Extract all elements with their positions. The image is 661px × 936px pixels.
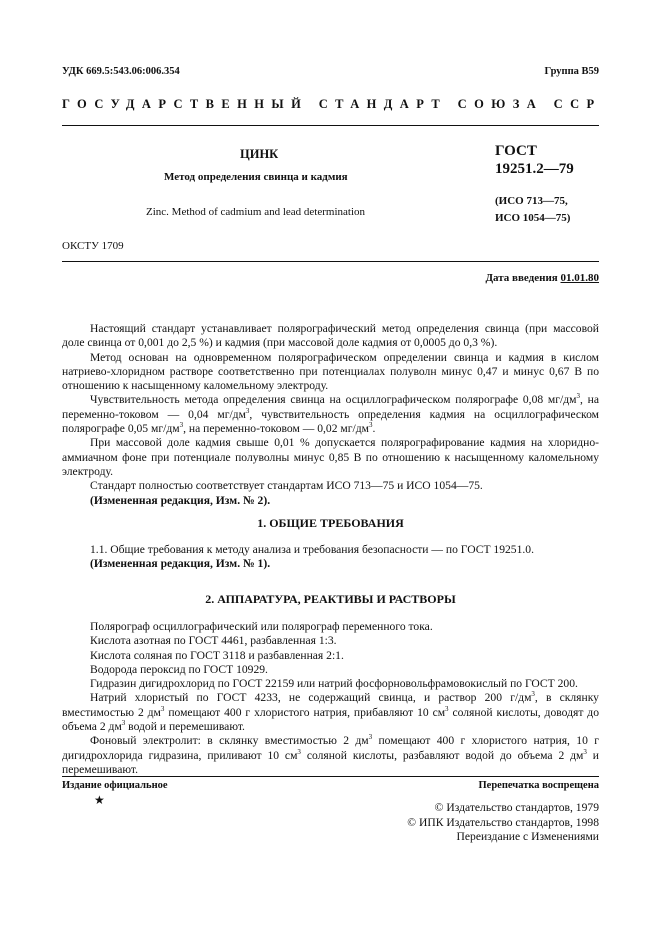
group-code: Группа В59 bbox=[544, 66, 599, 77]
star-icon: ★ bbox=[94, 793, 105, 807]
copyright-line-2: © ИПК Издательство стандартов, 1998 bbox=[407, 815, 599, 829]
header-rule bbox=[62, 125, 599, 126]
title-rule bbox=[62, 261, 599, 262]
footer-rule bbox=[62, 776, 599, 777]
okstu-code: ОКСТУ 1709 bbox=[62, 240, 124, 252]
reagent-line-5: Гидразин дигидрохлорид по ГОСТ 22159 или натрий фосфорновольфрамовокислый по ГОСТ 200. bbox=[90, 677, 578, 691]
reagent-line-6: Натрий хлористый по ГОСТ 4233, не содержащий свинца, и раствор 200 $г/дм^3$, в склянку вместимостью 2 $дм^3$ помещают 400 г хлористого натрия, прибавляют 10 $см^3$ соляной кислоты, доводят до объема 2 $дм^3$ водой и перемешивают. bbox=[62, 690, 599, 734]
reagent-line-3: Кислота соляная по ГОСТ 3118 и разбавленная 2:1. bbox=[90, 648, 344, 662]
iso-line-2: ИСО 1054—75) bbox=[495, 212, 571, 224]
reagent-line-4: Водорода пероксид по ГОСТ 10929. bbox=[90, 662, 268, 676]
intro-paragraph-5: Стандарт полностью соответствует стандартам ИСО 713—75 и ИСО 1054—75. bbox=[90, 479, 483, 493]
iso-line-1: (ИСО 713—75, bbox=[495, 195, 568, 207]
section-1-text bbox=[90, 543, 599, 572]
intro-paragraph-1: Настоящий стандарт устанавливает полярографический метод определения свинца (при массовой доле свинца от 0,001 до 2,5 %) и кадмия (при массовой доле кадмия от 0,0005 до 0,3 %). bbox=[62, 322, 599, 350]
official-edition-label: Издание официальное bbox=[62, 780, 168, 791]
document-subtitle: Метод определения свинца и кадмия bbox=[164, 171, 348, 183]
gost-block bbox=[495, 142, 574, 178]
date-label: Дата введения bbox=[485, 272, 558, 284]
document-title: ЦИНК bbox=[240, 147, 279, 161]
reprint-prohibited-label: Перепечатка воспрещена bbox=[478, 780, 599, 791]
intro-amendment-note: (Измененная редакция, Изм. № 2). bbox=[90, 493, 271, 507]
date-value: 01.01.80 bbox=[560, 272, 599, 284]
effective-date bbox=[485, 272, 599, 284]
section-1-title: 1. ОБЩИЕ ТРЕБОВАНИЯ bbox=[257, 516, 404, 530]
section-1-amendment-note: (Измененная редакция, Изм. № 1). bbox=[90, 557, 271, 571]
intro-paragraph-2: Метод основан на одновременном полярографическом определении свинца и кадмия в кислом натриево-хлоридном растворе соответственно при потенциалах полуволн минус 0,47 и минус 0,67 В по отношению к насыщенному каломельному электроду. bbox=[62, 350, 599, 393]
state-standard-banner: ГОСУДАРСТВЕННЫЙ СТАНДАРТ СОЮЗА ССР bbox=[62, 97, 602, 111]
section-2-title: 2. АППАРАТУРА, РЕАКТИВЫ И РАСТВОРЫ bbox=[205, 592, 456, 606]
reagent-line-7: Фоновый электролит: в склянку вместимостью 2 $дм^3$ помещают 400 г хлористого натрия, 10 г дигидрохлорида гидразина, приливают 10 $см^3$ соляной кислоты, разбавляют водой до объема 2 $дм^3$ и перемешивают. bbox=[62, 733, 600, 776]
intro-text bbox=[62, 322, 599, 508]
intro-paragraph-4: При массовой доле кадмия свыше 0,01 % допускается полярографирование кадмия на хлоридно-аммиачном фоне при потенциале полуволны минус 0,85 В по отношению к насыщенному каломельному электроду. bbox=[62, 436, 599, 478]
section-2-text bbox=[62, 620, 600, 777]
iso-block bbox=[495, 193, 570, 227]
section-1-paragraph-1: 1.1. Общие требования к методу анализа и требования безопасности — по ГОСТ 19251.0. bbox=[90, 543, 534, 556]
copyright-line-1: © Издательство стандартов, 1979 bbox=[434, 801, 599, 814]
copyright-block bbox=[407, 801, 599, 845]
reissue-note: Переиздание с Изменениями bbox=[456, 830, 599, 843]
english-title: Zinc. Method of cadmium and lead determination bbox=[146, 206, 366, 218]
udc-code: УДК 669.5:543.06:006.354 bbox=[62, 66, 180, 77]
gost-number: 19251.2—79 bbox=[495, 161, 574, 177]
equipment-line-1: Полярограф осциллографический или полярограф переменного тока. bbox=[90, 620, 433, 633]
intro-paragraph-3: Чувствительность метода определения свинца на осциллографическом полярографе 0,08 $мг/дм^3$, на переменно-токовом — 0,04 $мг/дм^3$, чувствительность определения кадмия на осциллографическом полярографе 0,05 $мг/дм^3$, на переменно-токовом — 0,02 $мг/дм^3$. bbox=[62, 392, 599, 436]
gost-label: ГОСТ bbox=[495, 143, 537, 159]
reagent-line-2: Кислота азотная по ГОСТ 4461, разбавленная 1:3. bbox=[90, 634, 337, 648]
